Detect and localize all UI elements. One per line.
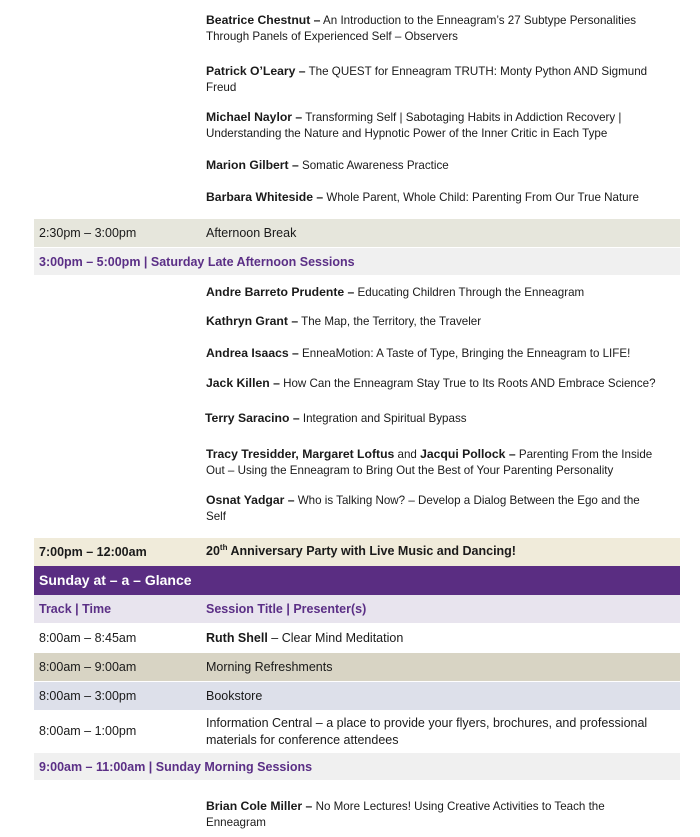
session-grant <box>206 313 656 330</box>
column-track-time: Track | Time <box>39 602 112 616</box>
session-prudente <box>206 284 656 301</box>
presenter-name: Brian Cole Miller – <box>206 799 313 813</box>
row-label: Bookstore <box>206 689 263 703</box>
party-row <box>34 538 680 566</box>
session-tresidder <box>206 446 656 479</box>
row-time: 8:00am – 3:00pm <box>39 689 137 703</box>
session-chestnut <box>206 12 656 45</box>
presenter-name: Barbara Whiteside – <box>206 190 324 204</box>
presenter-name: Kathryn Grant – <box>206 314 299 328</box>
session-title: EnneaMotion: A Taste of Type, Bringing the Enneagram to LIFE! <box>298 347 631 360</box>
presenter-name: Andrea Isaacs – <box>206 346 299 360</box>
session-naylor <box>206 109 656 142</box>
session-title: An Introduction to the Enneagram’s 27 Subtype Personalities Through Panels of Experienced Self – Observers <box>206 14 637 43</box>
session-oleary <box>206 63 656 96</box>
row-label: Morning Refreshments <box>206 660 333 674</box>
and-text: and <box>394 448 421 461</box>
session-saracino <box>205 410 655 427</box>
meditation-row <box>34 623 680 652</box>
row-time: 8:00am – 8:45am <box>39 631 137 645</box>
row-label: Afternoon Break <box>206 226 297 240</box>
presenter-name: Terry Saracino – <box>205 411 300 425</box>
session-title: Transforming Self | Sabotaging Habits in Addiction Recovery | Understanding the Nature and Hypnotic Power of the Inner Critic in Each Type <box>206 111 622 140</box>
session-title: Integration and Spiritual Bypass <box>299 412 467 425</box>
column-session-title: Session Title | Presenter(s) <box>206 602 367 616</box>
session-title: The Map, the Territory, the Traveler <box>298 315 482 328</box>
information-central-row <box>34 710 680 752</box>
row-label: Information Central – a place to provide your flyers, brochures, and professional materials for conference attendees <box>206 716 648 747</box>
afternoon-break-row <box>34 219 680 247</box>
session-title: Whole Parent, Whole Child: Parenting From Our True Nature <box>323 191 639 204</box>
session-title: – Clear Mind Meditation <box>267 631 404 645</box>
bookstore-row <box>34 682 680 710</box>
row-time: 7:00pm – 12:00am <box>39 545 147 559</box>
session-title: Educating Children Through the Enneagram <box>354 286 585 299</box>
session-whiteside <box>206 189 656 206</box>
sunday-banner <box>34 566 680 595</box>
party-label-number: 20 <box>206 544 220 558</box>
party-label <box>206 544 516 558</box>
presenter-name: Jacqui Pollock – <box>420 447 516 461</box>
row-time: 8:00am – 9:00am <box>39 660 137 674</box>
session-title: Parenting From the Inside Out – Using the Enneagram to Bring Out the Best of Your Parenting Personality <box>206 448 653 477</box>
session-title: Who is Talking Now? – Develop a Dialog Between the Ego and the Self <box>206 494 640 523</box>
session-title: No More Lectures! Using Creative Activities to Teach the Enneagram <box>206 800 605 829</box>
row-label <box>206 631 403 645</box>
presenter-name: Osnat Yadgar – <box>206 493 295 507</box>
presenter-name: Michael Naylor – <box>206 110 303 124</box>
presenter-name: Marion Gilbert – <box>206 158 299 172</box>
session-title: The QUEST for Enneagram TRUTH: Monty Python AND Sigmund Freud <box>206 65 648 94</box>
presenter-name: Tracy Tresidder, Margaret Loftus <box>206 447 395 461</box>
presenter-name: Ruth Shell <box>206 631 268 645</box>
session-yadgar <box>206 492 656 525</box>
presenter-name: Jack Killen – <box>206 376 280 390</box>
session-title: Somatic Awareness Practice <box>298 159 449 172</box>
section-header: 9:00am – 11:00am | Sunday Morning Sessions <box>39 760 313 774</box>
row-time: 2:30pm – 3:00pm <box>39 226 137 240</box>
presenter-name: Patrick O’Leary – <box>206 64 306 78</box>
session-isaacs <box>206 345 656 362</box>
sunday-morning-header <box>34 753 680 780</box>
presenter-name: Beatrice Chestnut – <box>206 13 321 27</box>
banner-title: Sunday at – a – Glance <box>39 572 192 588</box>
session-miller <box>206 798 656 831</box>
column-headers <box>34 595 680 623</box>
presenter-name: Andre Barreto Prudente – <box>206 285 355 299</box>
section-header: 3:00pm – 5:00pm | Saturday Late Afternoon Sessions <box>39 255 355 269</box>
session-gilbert <box>206 157 656 174</box>
row-time: 8:00am – 1:00pm <box>39 724 137 738</box>
session-killen <box>206 375 656 392</box>
party-label-text: Anniversary Party with Live Music and Dancing! <box>227 544 516 558</box>
session-title: How Can the Enneagram Stay True to Its Roots AND Embrace Science? <box>279 377 656 390</box>
refreshments-row <box>34 653 680 681</box>
late-afternoon-header <box>34 248 680 275</box>
party-label-suffix: th <box>219 542 228 552</box>
